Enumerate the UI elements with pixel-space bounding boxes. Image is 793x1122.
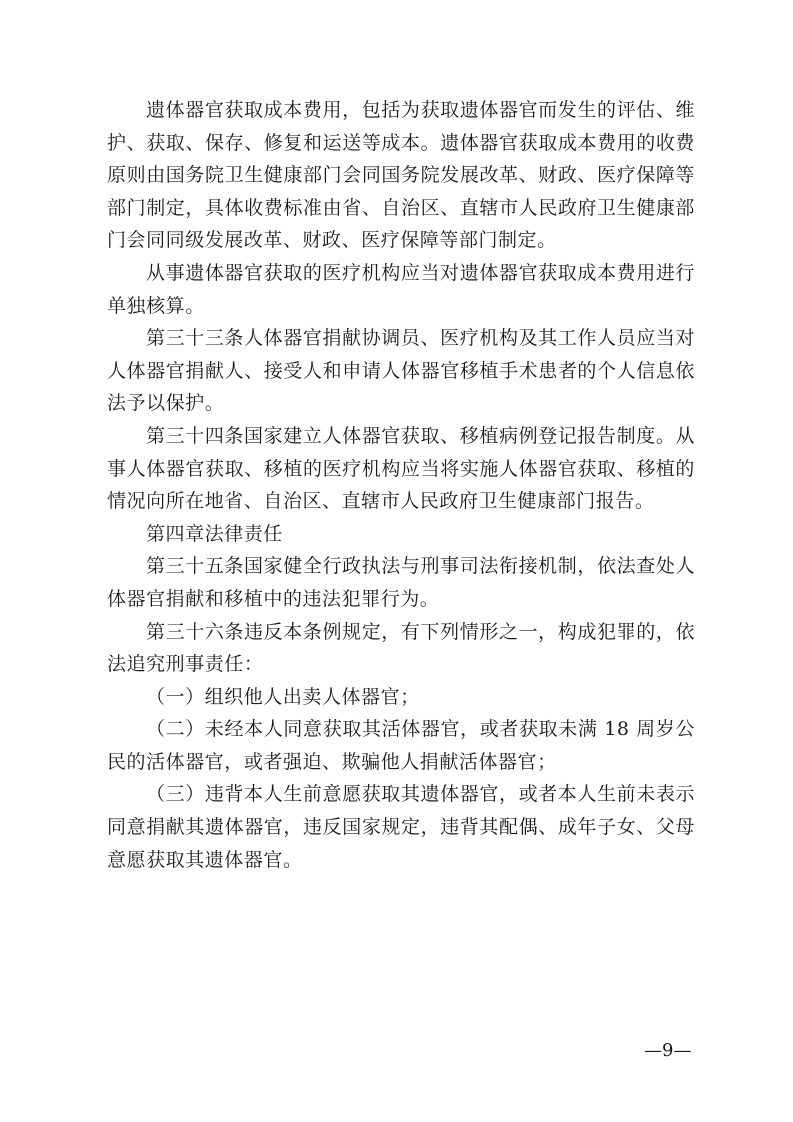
body-text: [107, 94, 695, 876]
chapter-heading-legal-liability: 第四章法律责任: [146, 522, 283, 545]
list-item-2: （二）未经本人同意获取其活体器官，或者获取未满 18 周岁公民的活体器官，或者强迫、欺骗他人捐献活体器官；: [107, 718, 695, 773]
paragraph-article-33: 第三十三条人体器官捐献协调员、医疗机构及其工作人员应当对人体器官捐献人、接受人和申请人体器官移植手术患者的个人信息依法予以保护。: [107, 327, 695, 415]
list-item-1: （一）组织他人出卖人体器官；: [146, 685, 420, 708]
page-number: —9—: [644, 1040, 692, 1061]
paragraph-article-34: 第三十四条国家建立人体器官获取、移植病例登记报告制度。从事人体器官获取、移植的医疗机构应当将实施人体器官获取、移植的情况向所在地省、自治区、直辖市人民政府卫生健康部门报告。: [107, 424, 695, 513]
paragraph-article-35: 第三十五条国家健全行政执法与刑事司法衔接机制，依法查处人体器官捐献和移植中的违法犯罪行为。: [107, 555, 695, 610]
paragraph-article-36: 第三十六条违反本条例规定，有下列情形之一，构成犯罪的，依法追究刑事责任：: [107, 620, 695, 676]
paragraph-separate-accounting: 从事遗体器官获取的医疗机构应当对遗体器官获取成本费用进行单独核算。: [107, 261, 695, 317]
paragraph-organ-cost-fees: 遗体器官获取成本费用，包括为获取遗体器官而发生的评估、维护、获取、保存、修复和运送等成本。遗体器官获取成本费用的收费原则由国务院卫生健康部门会同国务院发展改革、财政、医疗保障等部门制定，具体收费标准由省、自治区、直辖市人民政府卫生健康部门会同同级发展改革、财政、医疗保障等部门制定。: [107, 99, 695, 252]
list-item-3: （三）违背本人生前意愿获取其遗体器官，或者本人生前未表示同意捐献其遗体器官，违反国家规定，违背其配偶、成年子女、父母意愿获取其遗体器官。: [107, 783, 695, 871]
